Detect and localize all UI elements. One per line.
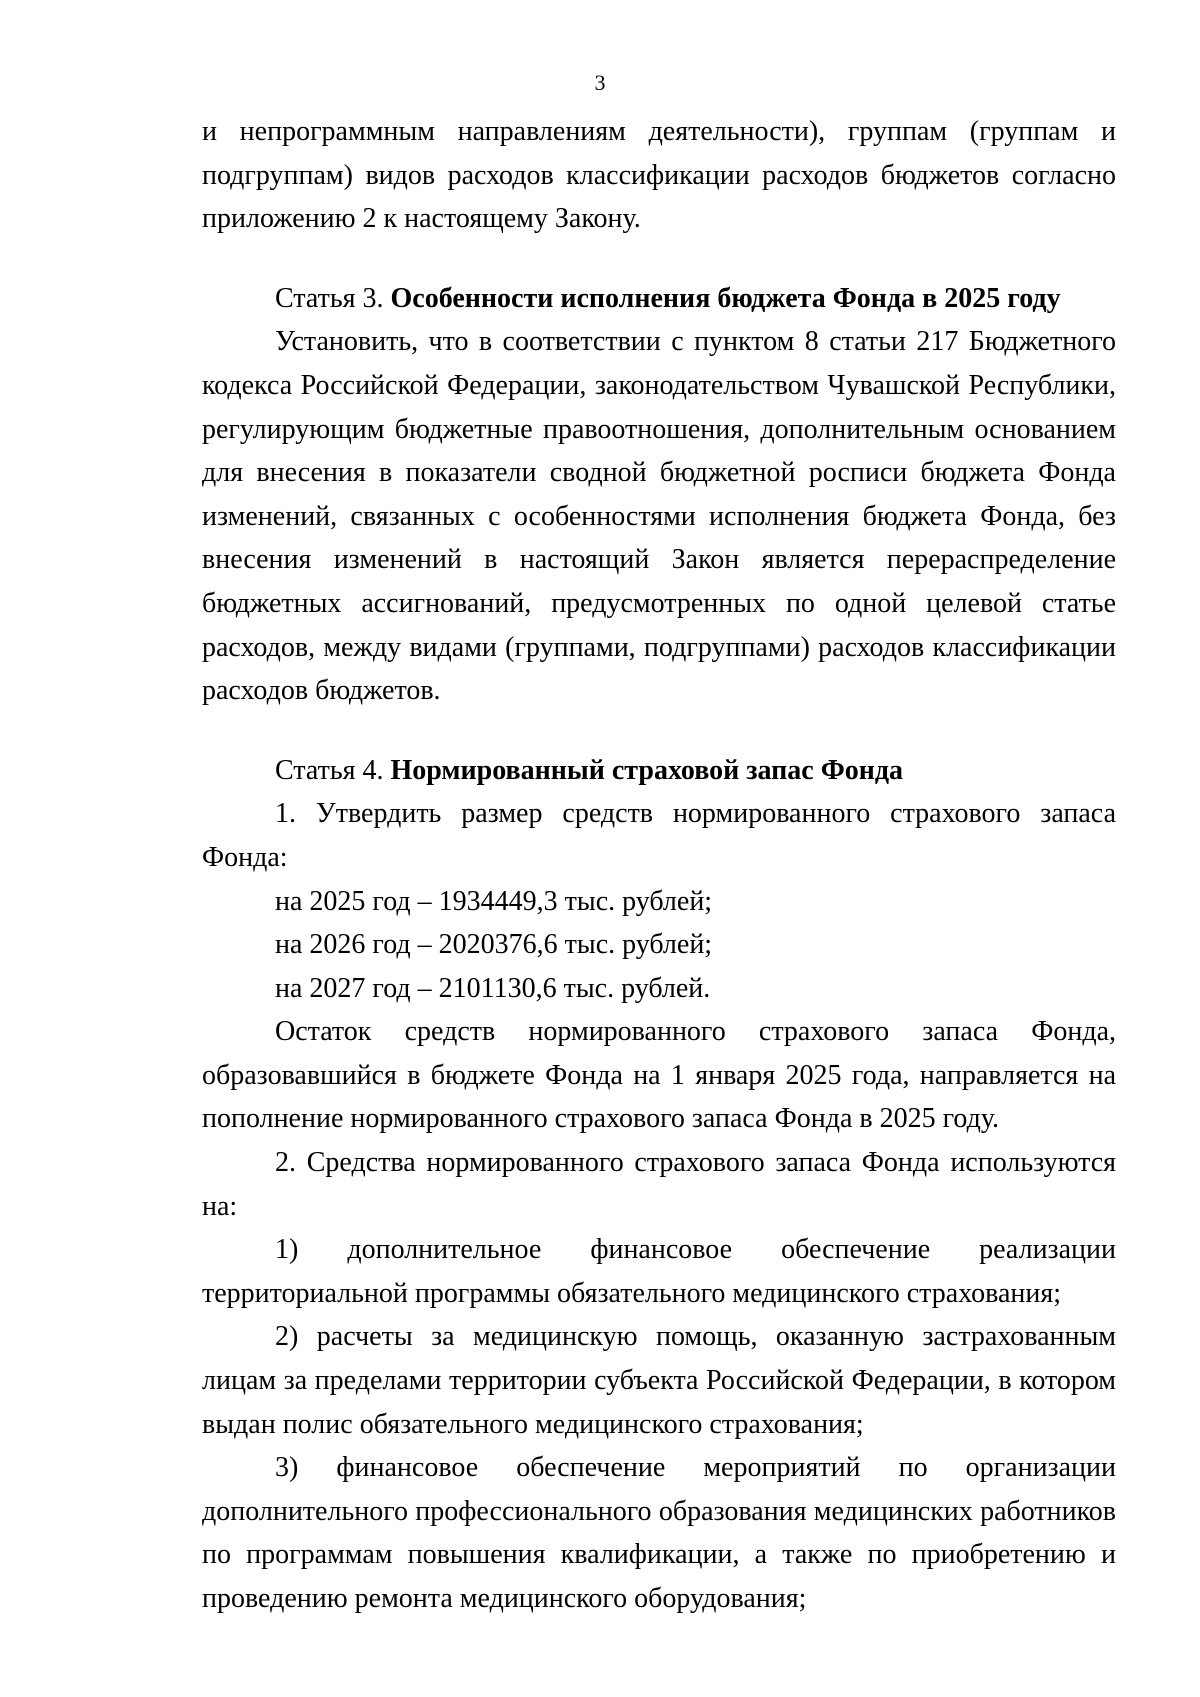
subitem-2: 2) расчеты за медицинскую помощь, оказанную застрахованным лицам за пределами территории субъекта Российской Федерации, в котором выдан полис обязательного медицинского страхования; <box>202 1321 1116 1440</box>
reserve-2027-line: на 2027 год – 2101130,6 тыс. рублей. <box>275 972 711 1004</box>
article-3-heading <box>202 277 1116 321</box>
article-3-paragraph: Установить, что в соответствии с пунктом 8 статьи 217 Бюджетного кодекса Российской Федерации, законодательством Чувашской Республики, регулирующим бюджетные правоотношения, дополнительным основанием для внесения в показатели сводной бюджетной росписи бюджета Фонда изменений, связанных с особенностями исполнения бюджета Фонда, без внесения изменений в настоящий Закон является перераспределение бюджетных ассигнований, предусмотренных по одной целевой статье расходов, между видами (группами, подгруппами) расходов классификации расходов бюджетов. <box>202 326 1116 707</box>
article-3-prefix: Статья 3. <box>275 282 391 314</box>
article-4-title: Нормированный страховой запас Фонда <box>390 754 904 786</box>
article-4-prefix: Статья 4. <box>275 754 391 786</box>
article-4-item-1-intro: 1. Утвердить размер средств нормированного страхового запаса Фонда: <box>202 798 1116 873</box>
page-number: 3 <box>594 70 606 95</box>
intro-paragraph: и непрограммным направлениям деятельности), группам (группам и подгруппам) видов расходов классификации расходов бюджетов согласно приложению 2 к настоящему Закону. <box>202 116 1116 235</box>
article-4-item-2-intro: 2. Средства нормированного страхового запаса Фонда используются на: <box>202 1147 1116 1222</box>
subitem-1: 1) дополнительное финансовое обеспечение реализации территориальной программы обязательного медицинского страхования; <box>202 1234 1116 1309</box>
reserve-2026-line: на 2026 год – 2020376,6 тыс. рублей; <box>275 929 713 961</box>
remainder-paragraph: Остаток средств нормированного страхового запаса Фонда, образовавшийся в бюджете Фонда на 1 января 2025 года, направляется на пополнение нормированного страхового запаса Фонда в 2025 году. <box>202 1016 1116 1135</box>
article-4-heading <box>202 749 1116 793</box>
reserve-2025-line: на 2025 год – 1934449,3 тыс. рублей; <box>275 885 713 917</box>
document-body <box>202 110 1116 1621</box>
article-3-title: Особенности исполнения бюджета Фонда в 2025 году <box>390 282 1061 314</box>
subitem-3: 3) финансовое обеспечение мероприятий по организации дополнительного профессионального образования медицинских работников по программам повышения квалификации, а также по приобретению и проведению ремонта медицинского оборудования; <box>202 1452 1116 1614</box>
